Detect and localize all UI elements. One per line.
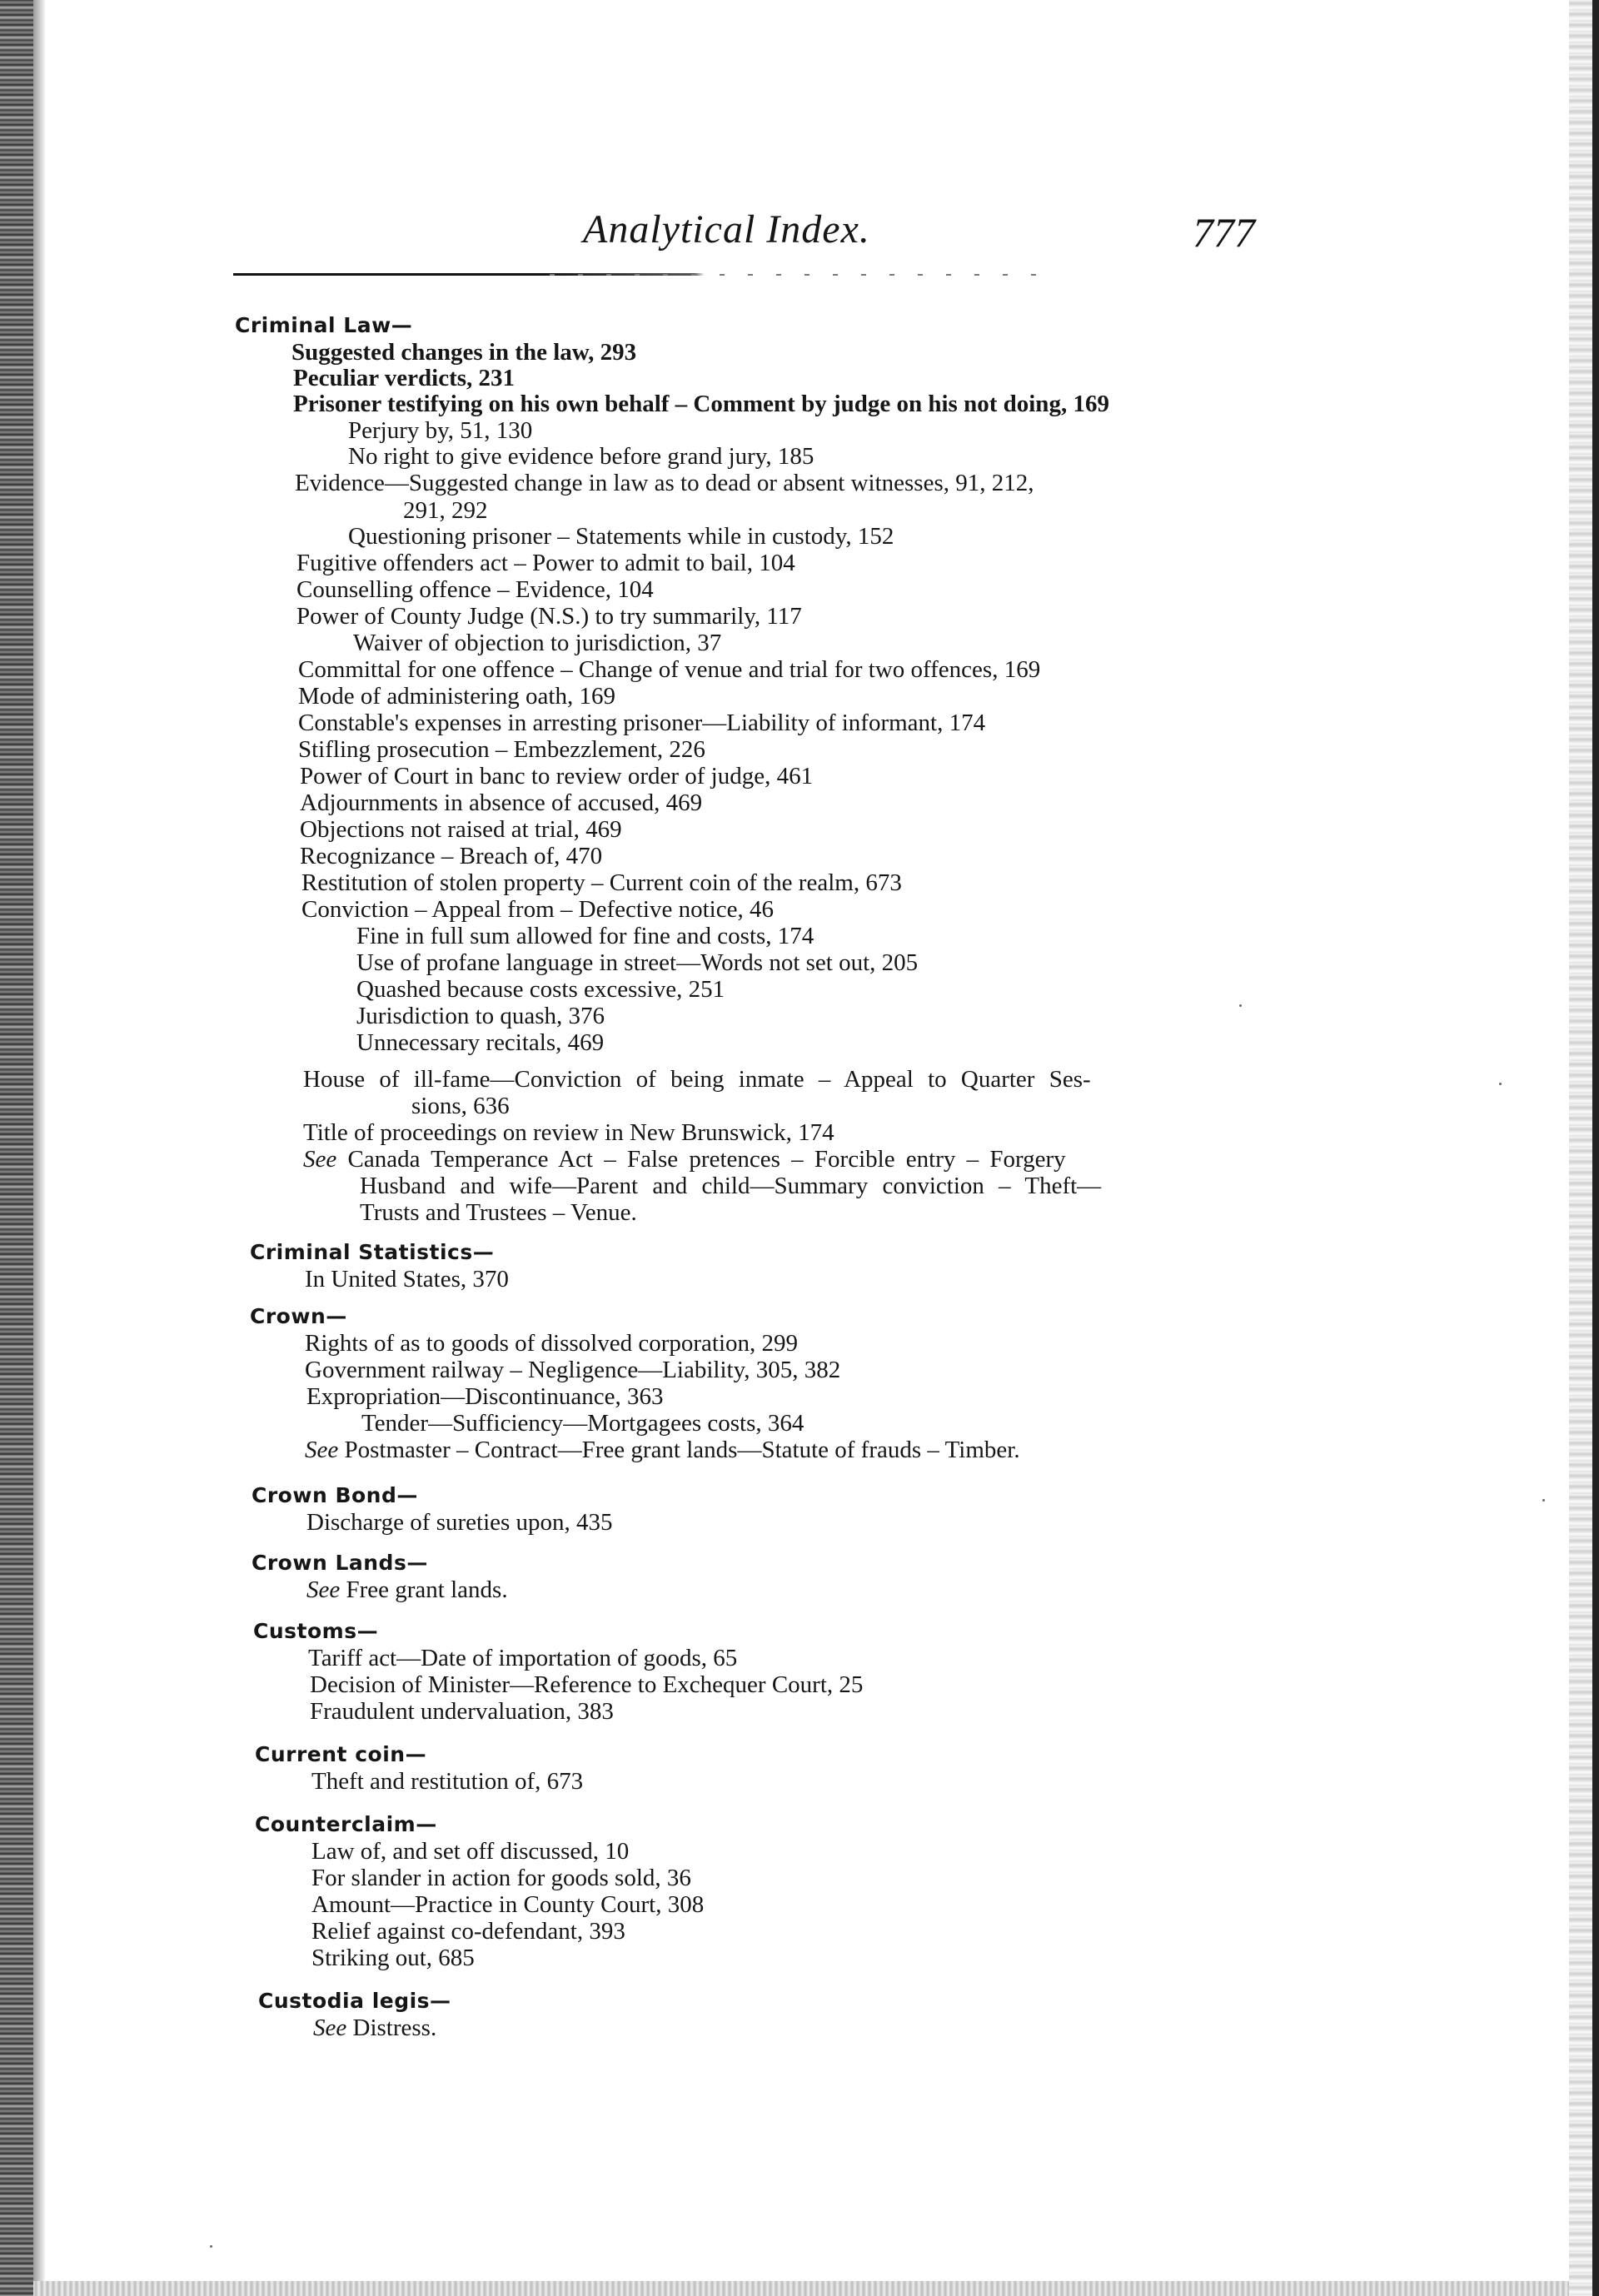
- see-targets: Canada Temperance Act – False pretences – Forcible entry – Forgery: [347, 1146, 1066, 1173]
- see-reference: See: [305, 1437, 339, 1463]
- index-entry: Law of, and set off discussed, 10: [311, 1838, 630, 1865]
- index-entry: Adjournments in absence of accused, 469: [300, 789, 703, 816]
- page-number: 777: [1193, 209, 1255, 256]
- index-heading: Criminal Statistics—: [250, 1240, 495, 1264]
- index-entry: Committal for one offence – Change of venue and trial for two offences, 169: [298, 656, 1041, 683]
- index-entry: Tender—Sufficiency—Mortgagees costs, 364: [361, 1410, 804, 1437]
- scan-edge-bottom: [33, 2281, 1569, 2296]
- index-entry: Theft and restitution of, 673: [311, 1768, 584, 1795]
- index-heading: Crown Lands—: [252, 1551, 428, 1575]
- index-entry: Trusts and Trustees – Venue.: [360, 1199, 637, 1226]
- index-entry: Expropriation—Discontinuance, 363: [306, 1383, 664, 1410]
- running-head: Analytical Index.: [583, 207, 870, 252]
- index-entry: Title of proceedings on review in New Brunswick, 174: [303, 1119, 834, 1146]
- see-targets: Free grant lands.: [346, 1576, 508, 1603]
- scan-edge-shadow: [33, 0, 45, 2296]
- index-entry: Restitution of stolen property – Current coin of the realm, 673: [301, 869, 902, 896]
- index-heading: Crown—: [250, 1304, 347, 1328]
- index-entry: Counselling offence – Evidence, 104: [296, 576, 654, 603]
- index-entry: Unnecessary recitals, 469: [356, 1029, 605, 1056]
- see-reference: See: [306, 1576, 341, 1603]
- index-entry: Constable's expenses in arresting prisoner—Liability of informant, 174: [298, 710, 986, 736]
- scan-speck: [1499, 1083, 1502, 1085]
- index-heading: Current coin—: [255, 1742, 427, 1766]
- index-entry: Conviction – Appeal from – Defective notice, 46: [301, 896, 774, 923]
- index-entry: Fugitive offenders act – Power to admit to bail, 104: [296, 550, 795, 576]
- index-heading: Custodia legis—: [258, 1989, 451, 2013]
- index-entry: Quashed because costs excessive, 251: [356, 976, 725, 1003]
- index-entry: Peculiar verdicts, 231: [293, 365, 516, 391]
- index-heading: Crown Bond—: [252, 1483, 418, 1507]
- header-rule-dots: [550, 274, 1049, 276]
- index-entry: Jurisdiction to quash, 376: [356, 1003, 605, 1029]
- index-entry: Decision of Minister—Reference to Exchequer Court, 25: [310, 1671, 864, 1698]
- index-entry: Use of profane language in street—Words not set out, 205: [356, 949, 919, 976]
- index-entry: Objections not raised at trial, 469: [300, 816, 622, 843]
- index-entry: [313, 2014, 436, 2042]
- index-entry: Husband and wife—Parent and child—Summary conviction – Theft—: [360, 1173, 1102, 1199]
- index-entry: Relief against co-defendant, 393: [311, 1918, 625, 1945]
- index-entry: Discharge of sureties upon, 435: [306, 1509, 613, 1536]
- index-entry: Amount—Practice in County Court, 308: [311, 1891, 705, 1918]
- index-entry: Power of Court in banc to review order of judge, 461: [300, 763, 814, 789]
- index-entry: Waiver of objection to jurisdiction, 37: [353, 630, 722, 656]
- index-entry: Mode of administering oath, 169: [298, 683, 615, 710]
- scan-edge-right: [1592, 0, 1599, 2296]
- index-entry: Recognizance – Breach of, 470: [300, 843, 603, 869]
- index-entry: No right to give evidence before grand jury, 185: [348, 443, 814, 470]
- see-reference: See: [303, 1146, 337, 1173]
- index-entry: For slander in action for goods sold, 36: [311, 1865, 691, 1891]
- index-heading: Criminal Law—: [235, 313, 413, 337]
- index-entry: Perjury by, 51, 130: [348, 417, 533, 444]
- index-entry: Fraudulent undervaluation, 383: [310, 1698, 614, 1725]
- index-entry: In United States, 370: [305, 1266, 509, 1292]
- scan-speck: [210, 2245, 212, 2248]
- scan-speck: [1542, 1499, 1545, 1502]
- index-entry: Rights of as to goods of dissolved corporation, 299: [305, 1330, 799, 1357]
- index-entry: Striking out, 685: [311, 1945, 475, 1971]
- index-entry: Tariff act—Date of importation of goods, 65: [308, 1645, 738, 1671]
- scan-speck: [1239, 1004, 1242, 1007]
- index-entry: [306, 1576, 508, 1604]
- index-entry: Power of County Judge (N.S.) to try summarily, 117: [296, 603, 802, 630]
- scan-edge-left: [0, 0, 33, 2296]
- index-entry: Evidence—Suggested change in law as to dead or absent witnesses, 91, 212,: [295, 470, 1034, 496]
- index-entry: House of ill-fame—Conviction of being inmate – Appeal to Quarter Ses-: [303, 1066, 1091, 1093]
- index-entry: [305, 1436, 1020, 1464]
- scan-edge-shadow-right: [1569, 0, 1592, 2296]
- index-entry: Fine in full sum allowed for fine and costs, 174: [356, 923, 814, 949]
- index-entry: sions, 636: [411, 1093, 510, 1119]
- index-entry: Government railway – Negligence—Liability, 305, 382: [305, 1357, 841, 1383]
- see-targets: Postmaster – Contract—Free grant lands—Statute of frauds – Timber.: [344, 1437, 1020, 1463]
- index-entry: 291, 292: [403, 497, 488, 524]
- index-entry: [303, 1145, 1066, 1173]
- index-heading: Customs—: [253, 1619, 379, 1643]
- index-heading: Counterclaim—: [255, 1812, 437, 1836]
- index-entry: Stifling prosecution – Embezzlement, 226: [298, 736, 705, 763]
- index-entry: Suggested changes in the law, 293: [291, 339, 637, 366]
- index-entry: Prisoner testifying on his own behalf – Comment by judge on his not doing, 169: [293, 391, 1109, 417]
- index-entry: Questioning prisoner – Statements while in custody, 152: [348, 523, 894, 550]
- see-reference: See: [313, 2015, 347, 2041]
- see-targets: Distress.: [352, 2015, 437, 2041]
